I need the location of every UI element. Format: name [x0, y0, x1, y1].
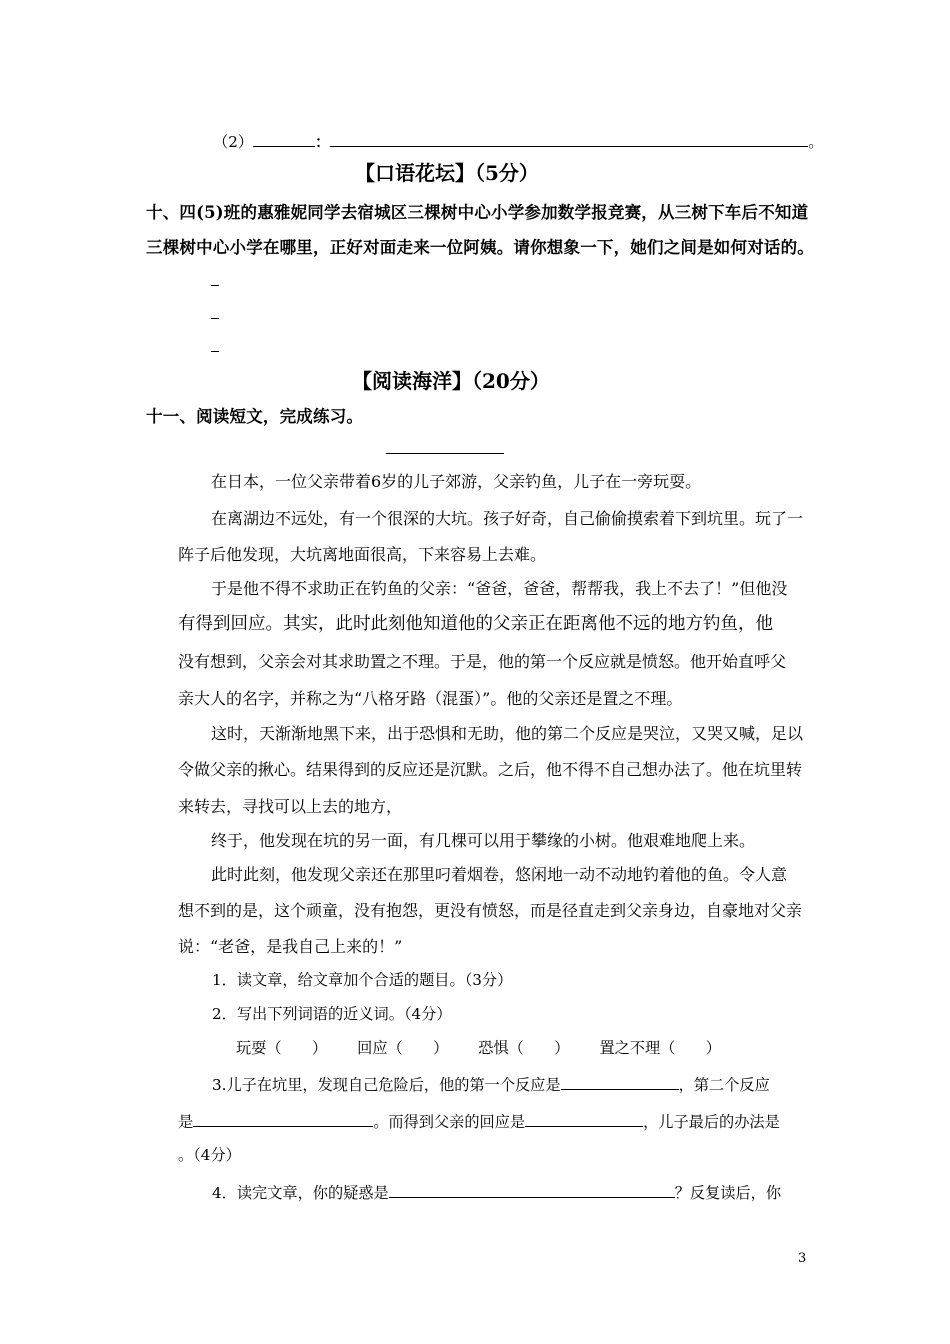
title-blank[interactable]	[386, 453, 504, 454]
answer-dash[interactable]	[211, 285, 219, 286]
reading-section-score: （20分）	[472, 369, 550, 393]
q10-line2: 三棵树中心小学在哪里，正好对面走来一位阿姨。请你想象一下，她们之间是如何对话的。	[146, 238, 814, 257]
passage-line: 在离湖边不远处，有一个很深的大坑。孩子好奇，自己偷偷摸索着下到坑里。玩了一	[211, 509, 804, 528]
reading-section-title	[352, 365, 550, 394]
q2-word[interactable]: 回应（ ）	[357, 1039, 449, 1057]
q11-heading: 十一、阅读短文，完成练习。	[146, 407, 364, 426]
question-3-line3: 。（4分）	[178, 1146, 241, 1164]
oral-section-title	[355, 157, 539, 186]
q3-text: ，儿子最后的办法是	[643, 1113, 780, 1131]
passage-line: 亲大人的名字，并称之为“八格牙路（混蛋）”。他的父亲还是置之不理。	[178, 689, 683, 708]
reading-section-heading: 【阅读海洋】	[352, 369, 472, 393]
question-3-line1	[212, 1071, 770, 1095]
answer-dash[interactable]	[211, 351, 219, 352]
q4-text: ？反复读后，你	[674, 1184, 782, 1202]
q3-text: 3.儿子在坑里，发现自己危险后，他的第一个反应是	[212, 1076, 561, 1094]
page-number: 3	[798, 1251, 807, 1266]
passage-line: 令做父亲的揪心。结果得到的反应还是沉默。之后，他不得不自己想办法了。他在坑里转	[178, 760, 803, 779]
q2-word[interactable]: 玩耍（ ）	[236, 1039, 328, 1057]
answer-blank[interactable]	[389, 1179, 675, 1198]
q2-words	[236, 1037, 721, 1058]
passage-line: 终于，他发现在坑的另一面，有几棵可以用于攀缘的小树。他艰难地爬上来。	[211, 831, 756, 850]
question-1: 1．读文章，给文章加个合适的题目。（3分）	[212, 971, 513, 989]
q9-item2-number: （2）	[213, 133, 254, 151]
answer-blank[interactable]	[253, 128, 315, 147]
question-3-line2	[178, 1108, 780, 1132]
passage-line: 这时，天渐渐地黑下来，出于恐惧和无助，他的第二个反应是哭泣，又哭又喊，足以	[211, 724, 804, 743]
q3-text: 。而得到父亲的回应是	[373, 1113, 526, 1131]
q3-text: ，第二个反应	[678, 1076, 770, 1094]
q2-word[interactable]: 恐惧（ ）	[478, 1039, 570, 1057]
q9-item2-line	[213, 128, 823, 152]
passage-line: 说：“老爸，是我自己上来的！”	[178, 937, 403, 956]
q4-text: 4．读完文章，你的疑惑是	[212, 1184, 389, 1202]
answer-blank[interactable]	[561, 1071, 679, 1090]
answer-blank[interactable]	[525, 1108, 643, 1127]
answer-blank[interactable]	[193, 1108, 373, 1127]
q10-line1: 十、四(5)班的惠雅妮同学去宿城区三棵树中心小学参加数学报竞赛，从三树下车后不知道	[146, 203, 809, 222]
q9-item2-colon: ：	[315, 133, 331, 151]
question-4	[212, 1179, 781, 1203]
passage-line: 来转去，寻找可以上去的地方，	[178, 797, 403, 816]
passage-line: 有得到回应。其实，此时此刻他知道他的父亲正在距离他不远的地方钓鱼，他	[178, 614, 773, 634]
answer-dash[interactable]	[211, 318, 219, 319]
oral-section-heading: 【口语花坛】	[355, 161, 475, 185]
q2-word[interactable]: 置之不理（ ）	[599, 1039, 721, 1057]
answer-blank[interactable]	[330, 128, 808, 147]
passage-line: 想不到的是，这个顽童，没有抱怨，更没有愤怒，而是径直走到父亲身边，自豪地对父亲	[178, 901, 803, 920]
passage-line: 此时此刻，他发现父亲还在那里叼着烟卷，悠闲地一动不动地钓着他的鱼。令人意	[211, 865, 788, 884]
passage-line: 没有想到，父亲会对其求助置之不理。于是，他的第一个反应就是愤怒。他开始直呼父	[178, 652, 787, 671]
q9-item2-end: 。	[808, 133, 824, 151]
oral-section-score: （5分）	[475, 161, 539, 185]
q3-text: 是	[178, 1113, 194, 1131]
question-2: 2．写出下列词语的近义词。（4分）	[212, 1005, 452, 1023]
passage-line: 于是他不得不求助正在钓鱼的父亲：“爸爸，爸爸，帮帮我，我上不去了！”但他没	[211, 579, 788, 598]
passage-line: 在日本，一位父亲带着6岁的儿子郊游，父亲钓鱼，儿子在一旁玩耍。	[211, 472, 702, 491]
passage-line: 阵子后他发现，大坑离地面很高，下来容易上去难。	[178, 545, 547, 564]
